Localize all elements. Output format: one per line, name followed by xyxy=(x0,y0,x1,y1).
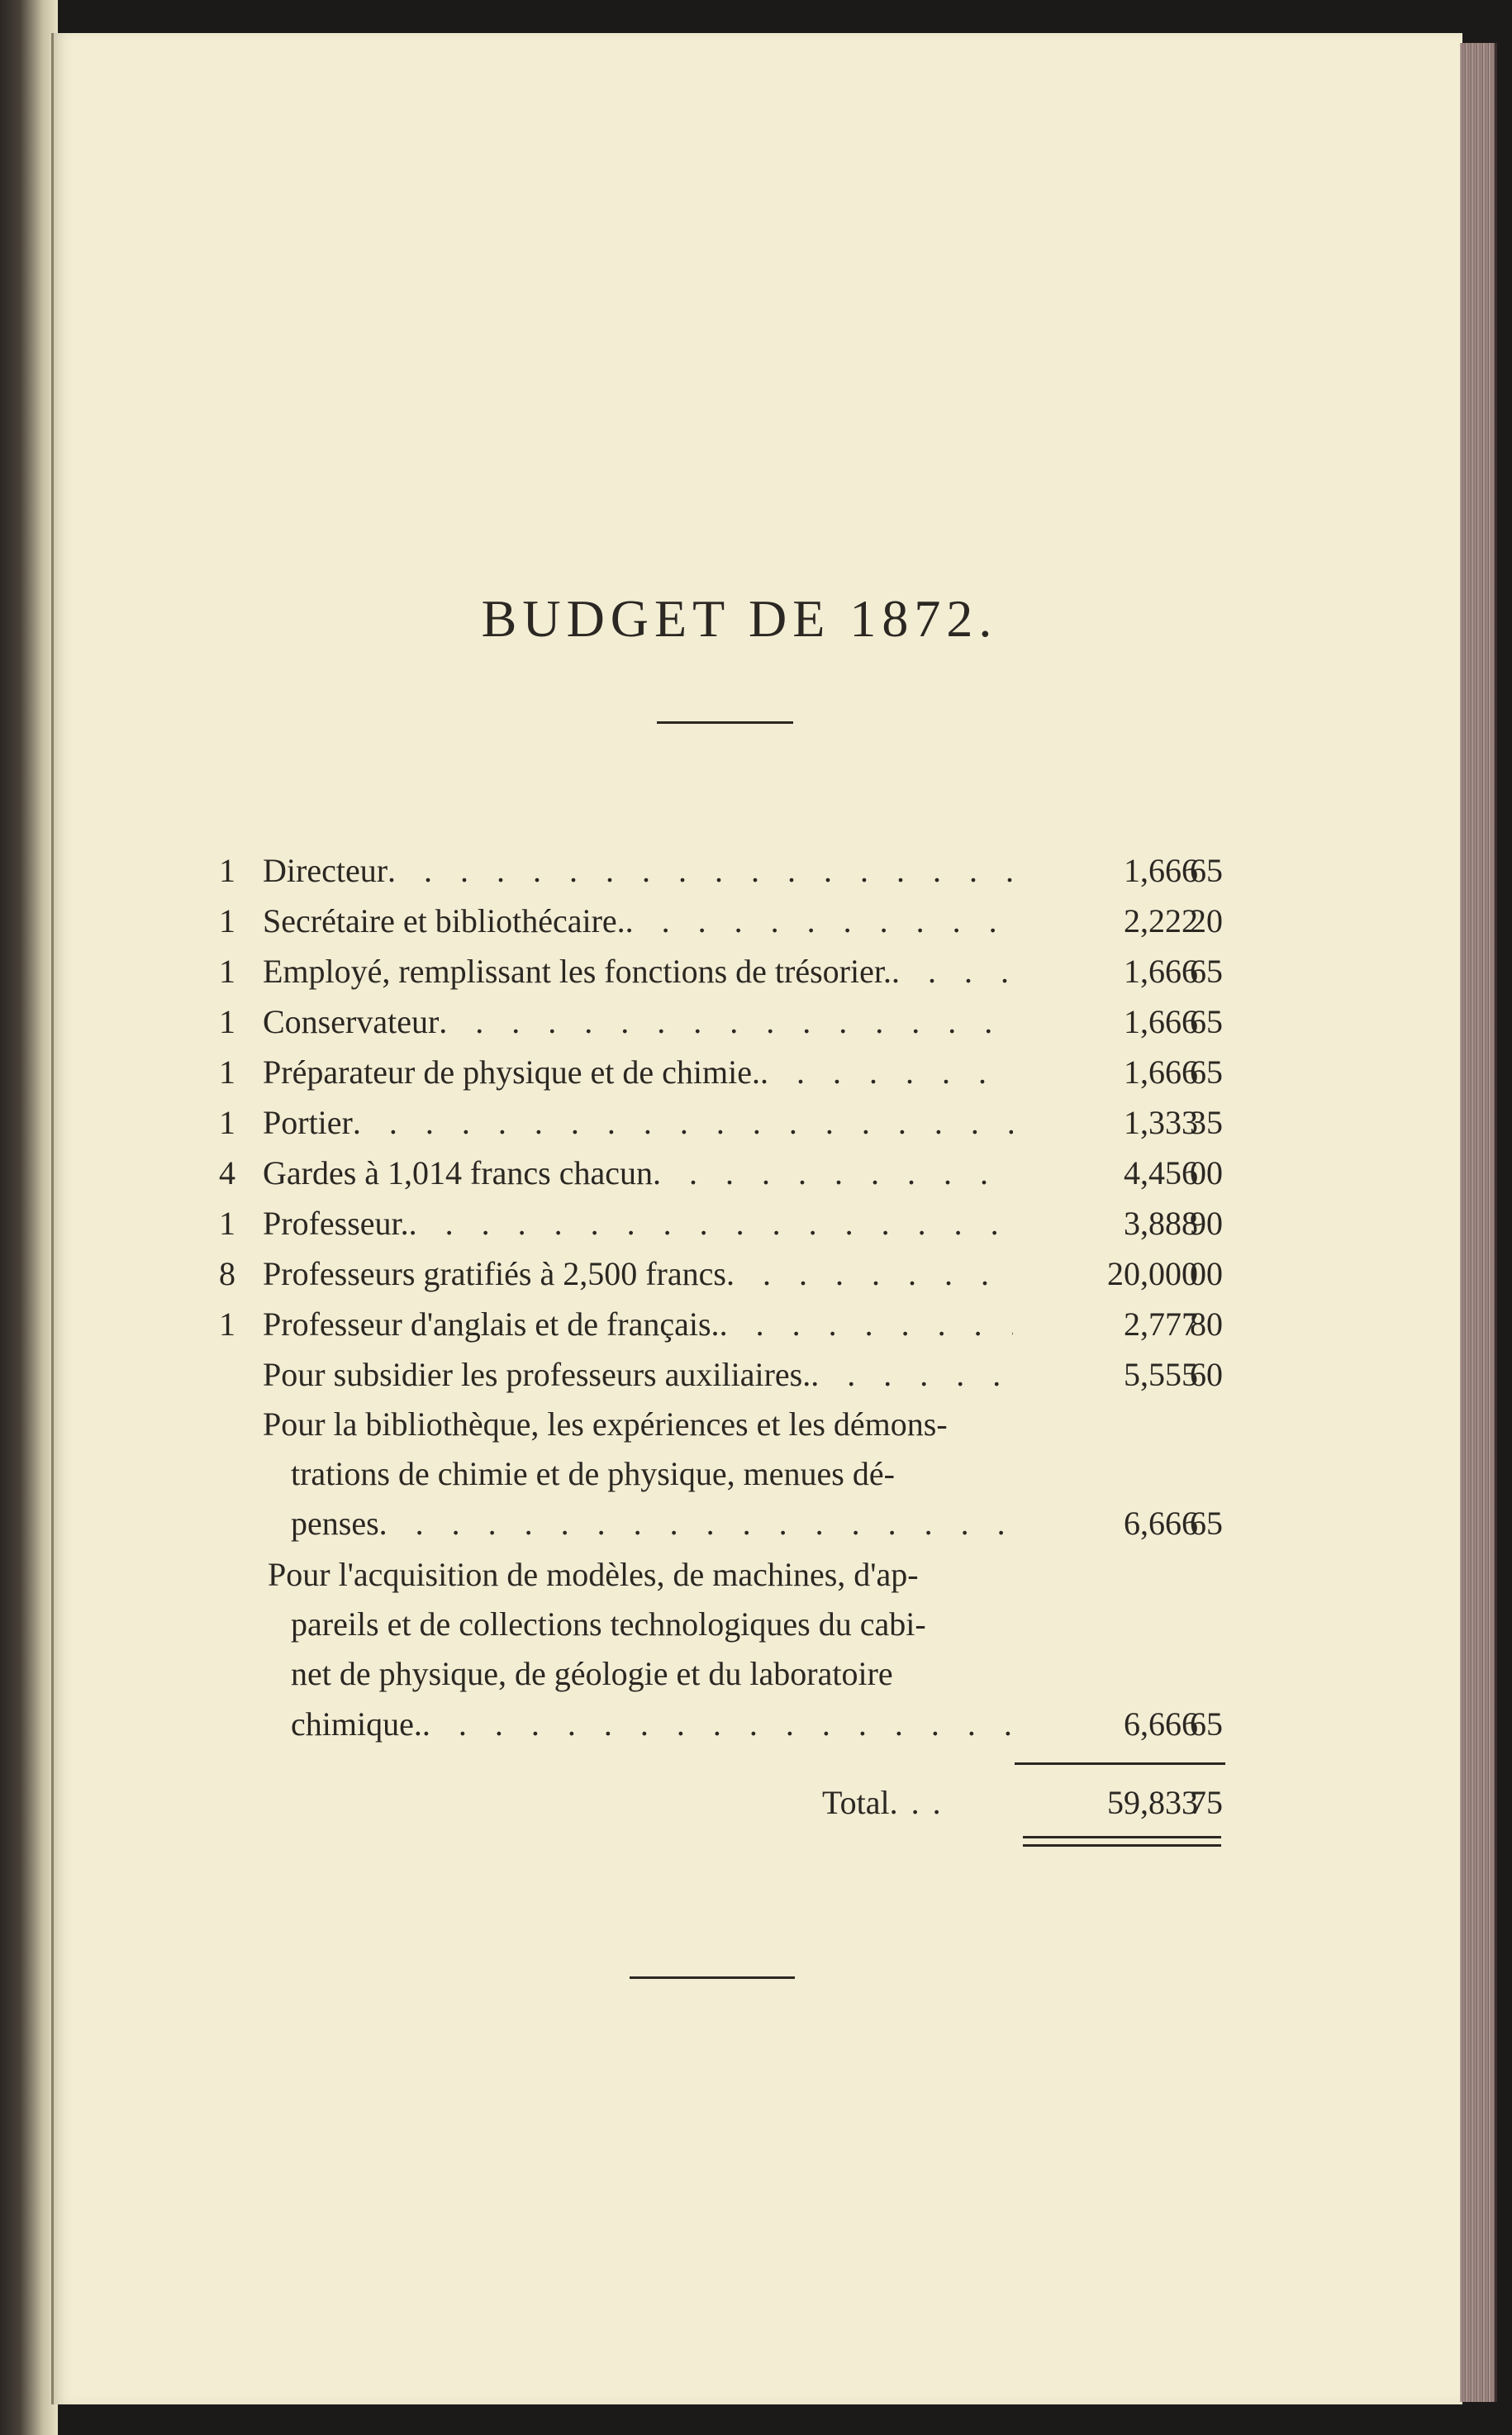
table-row xyxy=(0,1196,1512,1245)
row-qty: 1 xyxy=(219,1003,235,1040)
table-row xyxy=(0,893,1512,943)
row-cents: 65 xyxy=(1190,1705,1223,1743)
row-amount: 6,666 xyxy=(1124,1705,1198,1743)
row-qty: 1 xyxy=(219,953,235,990)
row-qty: 1 xyxy=(219,1305,235,1343)
row-cents: 65 xyxy=(1190,1053,1223,1091)
total-double-rule-top xyxy=(1023,1836,1221,1838)
table-row xyxy=(0,994,1512,1044)
row-amount: 20,000 xyxy=(1107,1255,1198,1292)
row-cents: 35 xyxy=(1190,1104,1223,1141)
row-label: Portier . . . xyxy=(263,1103,1013,1142)
table-row xyxy=(0,1095,1512,1144)
row-amount: 1,666 xyxy=(1124,1003,1198,1040)
row-label: penses . . . xyxy=(291,1504,1013,1543)
table-row xyxy=(0,1145,1512,1195)
row-label: Professeurs gratifiés à 2,500 francs . . . xyxy=(263,1254,1013,1293)
row-amount: 1,666 xyxy=(1124,852,1198,889)
row-qty: 1 xyxy=(219,1104,235,1141)
row-label: Employé, remplissant les fonctions de trésorier. . . . xyxy=(263,952,1013,991)
row-cents: 65 xyxy=(1190,1003,1223,1040)
row-amount: 1,333 xyxy=(1124,1104,1198,1141)
table-row xyxy=(0,1347,1512,1396)
total-amount: 59,833 xyxy=(1107,1784,1198,1821)
table-row xyxy=(0,1246,1512,1296)
table-row xyxy=(0,843,1512,892)
row-label: Directeur . . . xyxy=(263,851,1013,890)
row-amount: 1,666 xyxy=(1124,1053,1198,1091)
row-amount: 3,888 xyxy=(1124,1205,1198,1242)
row-qty: 1 xyxy=(219,1205,235,1242)
total-cents: 75 xyxy=(1190,1784,1223,1821)
acquisition-line1: Pour l'acquisition de modèles, de machines, d'ap- xyxy=(268,1556,919,1593)
table-row xyxy=(0,1496,1512,1545)
row-label: Préparateur de physique et de chimie. . . . xyxy=(263,1053,1013,1091)
title-rule xyxy=(657,721,793,724)
row-cents: 90 xyxy=(1190,1205,1223,1242)
row-amount: 6,666 xyxy=(1124,1505,1198,1542)
acquisition-line3: net de physique, de géologie et du laboratoire xyxy=(291,1655,893,1692)
table-row-acquisition-line2 xyxy=(0,1596,1512,1646)
row-cents: 00 xyxy=(1190,1154,1223,1191)
row-amount: 2,777 xyxy=(1124,1305,1198,1343)
table-row xyxy=(0,1296,1512,1346)
row-amount: 2,222 xyxy=(1124,902,1198,939)
row-qty: 1 xyxy=(219,902,235,939)
acquisition-line2: pareils et de collections technologiques du cabi- xyxy=(291,1605,926,1643)
row-label: Professeur. . . . xyxy=(263,1204,1013,1243)
end-rule xyxy=(630,1976,795,1979)
row-qty: 1 xyxy=(219,852,235,889)
row-amount: 4,456 xyxy=(1124,1154,1198,1191)
library-line1: Pour la bibliothèque, les expériences et les démons- xyxy=(263,1405,948,1443)
row-cents: 65 xyxy=(1190,1505,1223,1542)
row-cents: 60 xyxy=(1190,1356,1223,1393)
row-cents: 20 xyxy=(1190,902,1223,939)
row-amount: 5,555 xyxy=(1124,1356,1198,1393)
subtotal-rule xyxy=(1015,1762,1225,1765)
row-cents: 80 xyxy=(1190,1305,1223,1343)
row-qty: 4 xyxy=(219,1154,235,1191)
table-row xyxy=(0,944,1512,993)
row-label: Professeur d'anglais et de français. . . . xyxy=(263,1305,1013,1344)
row-label: Conservateur . . . xyxy=(263,1002,1013,1041)
row-qty: 8 xyxy=(219,1255,235,1292)
row-cents: 65 xyxy=(1190,852,1223,889)
total-double-rule-bottom xyxy=(1023,1844,1221,1847)
table-row xyxy=(0,1696,1512,1746)
table-row-library-line2 xyxy=(0,1446,1512,1496)
total-row xyxy=(0,1775,1512,1824)
total-label: Total. . . xyxy=(822,1784,941,1821)
table-row-acquisition-line1 xyxy=(0,1547,1512,1596)
library-line2: trations de chimie et de physique, menues dé- xyxy=(291,1455,895,1492)
page-title: BUDGET DE 1872. xyxy=(481,589,998,648)
row-label: Pour subsidier les professeurs auxiliaires. . . . xyxy=(263,1355,1013,1394)
table-row-library-line1 xyxy=(0,1396,1512,1446)
row-label: Gardes à 1,014 francs chacun . . . xyxy=(263,1153,1013,1192)
row-qty: 1 xyxy=(219,1053,235,1091)
row-cents: 00 xyxy=(1190,1255,1223,1292)
table-row-acquisition-line3 xyxy=(0,1646,1512,1695)
row-cents: 65 xyxy=(1190,953,1223,990)
row-label: Secrétaire et bibliothécaire. . . . xyxy=(263,901,1013,940)
row-amount: 1,666 xyxy=(1124,953,1198,990)
row-label: chimique. . . . xyxy=(291,1705,1013,1743)
table-row xyxy=(0,1044,1512,1094)
